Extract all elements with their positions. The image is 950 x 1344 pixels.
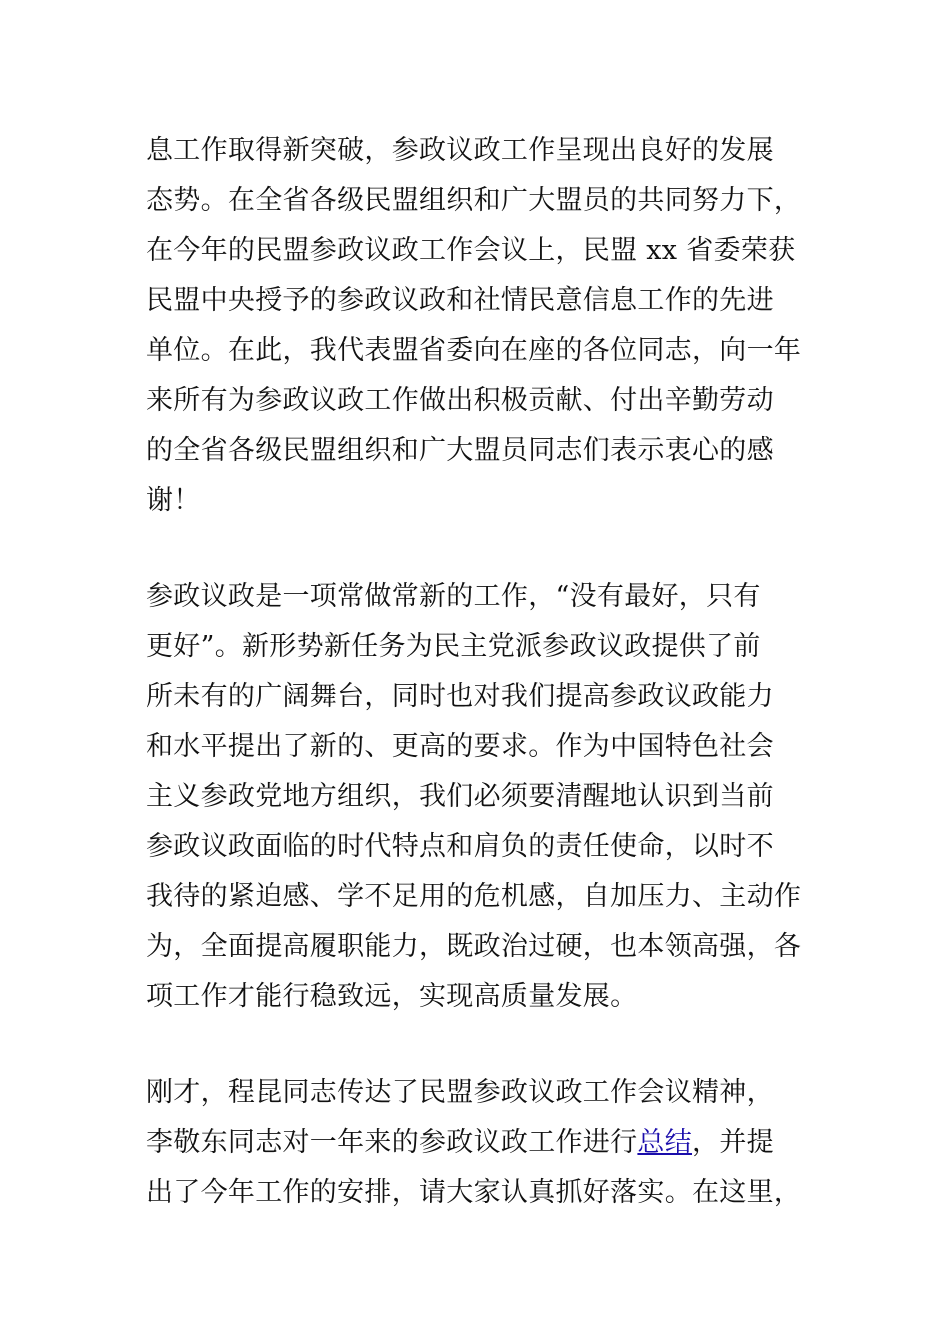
text-line: 的全省各级民盟组织和广大盟员同志们表示衷心的感 — [146, 435, 774, 466]
text-line: 所未有的广阔舞台，同时也对我们提高参政议政能力 — [146, 681, 774, 712]
text-segment: 李敬东同志对一年来的参政议政工作进行 — [146, 1127, 638, 1158]
text-segment: ，并提 — [692, 1127, 774, 1158]
text-line: 和水平提出了新的、更高的要求。作为中国特色社会 — [146, 731, 774, 762]
text-line: 民盟中央授予的参政议政和社情民意信息工作的先进 — [146, 285, 774, 316]
text-line: 出了今年工作的安排，请大家认真抓好落实。在这里， — [146, 1177, 802, 1208]
text-line: 刚才，程昆同志传达了民盟参政议政工作会议精神， — [146, 1077, 774, 1108]
text-line: 参政议政是一项常做常新的工作，“没有最好，只有 — [146, 581, 761, 612]
text-line: 来所有为参政议政工作做出积极贡献、付出辛勤劳动 — [146, 385, 774, 416]
paragraph-1 — [146, 126, 826, 526]
text-line: 息工作取得新突破，参政议政工作呈现出良好的发展 — [146, 135, 774, 166]
text-line: 为，全面提高履职能力，既政治过硬，也本领高强，各 — [146, 931, 802, 962]
paragraph-2 — [146, 572, 826, 1022]
text-line: 项工作才能行稳致远，实现高质量发展。 — [146, 981, 638, 1012]
text-line: 我待的紧迫感、学不足用的危机感，自加压力、主动作 — [146, 881, 802, 912]
text-line: 在今年的民盟参政议政工作会议上，民盟 xx 省委荣获 — [146, 235, 796, 266]
paragraph-3 — [146, 1068, 826, 1218]
text-line: 主义参政党地方组织，我们必须要清醒地认识到当前 — [146, 781, 774, 812]
summary-link[interactable]: 总结 — [637, 1127, 693, 1158]
text-line: 单位。在此，我代表盟省委向在座的各位同志，向一年 — [146, 335, 802, 366]
text-line: 谢！ — [146, 485, 201, 516]
text-line-with-link — [146, 1118, 826, 1168]
text-line: 态势。在全省各级民盟组织和广大盟员的共同努力下， — [146, 185, 802, 216]
text-line: 更好”。新形势新任务为民主党派参政议政提供了前 — [146, 631, 761, 662]
text-line: 参政议政面临的时代特点和肩负的责任使命，以时不 — [146, 831, 774, 862]
